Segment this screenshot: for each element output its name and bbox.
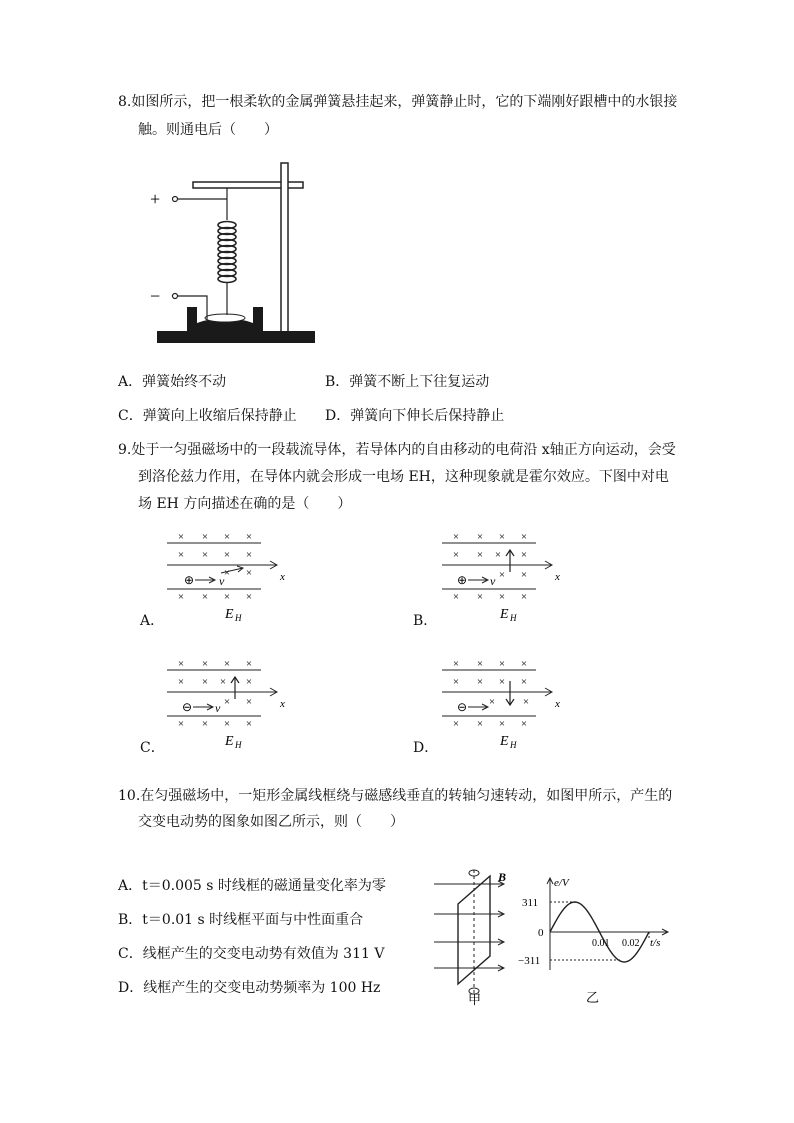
svg-text:×: × (177, 676, 185, 688)
svg-text:×: × (520, 658, 528, 670)
q10-option-c[interactable]: C．线框产生的交变电动势有效值为 311 V (118, 946, 385, 962)
svg-text:⊕: ⊕ (456, 573, 468, 587)
svg-text:×: × (520, 531, 528, 543)
q9-stem-line3: 场 EH 方向描述在确的是（ ） (138, 496, 352, 512)
svg-text:x: x (280, 698, 285, 710)
q10-sine-chart (518, 870, 678, 1010)
svg-text:H: H (510, 740, 517, 750)
svg-text:×: × (476, 676, 484, 688)
svg-text:×: × (452, 549, 460, 561)
q9-option-d[interactable]: D． (413, 740, 439, 756)
svg-text:×: × (452, 658, 460, 670)
q10-coil-figure (432, 866, 522, 1006)
svg-text:×: × (245, 591, 253, 603)
svg-text:×: × (223, 591, 231, 603)
svg-text:×: × (498, 531, 506, 543)
figure-caption-jia: 甲 (468, 992, 482, 1006)
svg-text:H: H (510, 613, 517, 623)
x-tick-002: 0.02 (622, 938, 640, 949)
q9-figure-a (165, 528, 295, 628)
x-axis-label: t/s (650, 937, 661, 949)
svg-text:×: × (498, 658, 506, 670)
svg-text:H: H (235, 740, 242, 750)
svg-text:×: × (201, 718, 209, 730)
q10-stem-line2: 交变电动势的图象如图乙所示，则（ ） (138, 814, 404, 830)
svg-text:×: × (520, 718, 528, 730)
svg-text:⊖: ⊖ (456, 700, 468, 714)
svg-text:x: x (555, 698, 560, 710)
svg-text:×: × (245, 549, 253, 561)
svg-text:×: × (245, 718, 253, 730)
q8-option-c[interactable]: C．弹簧向上收缩后保持静止 (118, 408, 297, 424)
svg-text:×: × (498, 569, 506, 581)
svg-text:×: × (201, 591, 209, 603)
svg-text:×: × (520, 549, 528, 561)
svg-text:×: × (476, 658, 484, 670)
q9-option-a[interactable]: A． (140, 613, 165, 629)
svg-text:×: × (488, 696, 496, 708)
svg-text:×: × (223, 658, 231, 670)
svg-text:E: E (225, 734, 234, 749)
svg-text:×: × (223, 549, 231, 561)
svg-text:×: × (498, 718, 506, 730)
svg-text:E: E (500, 734, 509, 749)
q10-stem-line1: 10.在匀强磁场中，一矩形金属线框绕与磁感线垂直的转轴匀速转动，如图甲所示，产生的 (118, 788, 673, 804)
svg-text:×: × (245, 676, 253, 688)
svg-text:×: × (223, 718, 231, 730)
svg-text:×: × (245, 567, 253, 579)
svg-text:×: × (177, 718, 185, 730)
svg-text:v: v (219, 574, 225, 588)
svg-text:×: × (452, 591, 460, 603)
q8-option-a[interactable]: A．弹簧始终不动 (118, 374, 227, 390)
svg-text:v: v (215, 701, 221, 715)
svg-text:×: × (494, 549, 502, 561)
svg-text:×: × (498, 591, 506, 603)
svg-text:×: × (476, 531, 484, 543)
svg-text:×: × (245, 696, 253, 708)
q9-option-c[interactable]: C． (140, 740, 165, 756)
positive-charge: ⊕ (183, 573, 195, 587)
svg-text:B: B (498, 870, 507, 884)
svg-text:×: × (245, 531, 253, 543)
svg-text:×: × (201, 676, 209, 688)
q10-option-b[interactable]: B．t＝0.01 s 时线框平面与中性面重合 (118, 912, 364, 928)
svg-text:×: × (177, 591, 185, 603)
y-axis-label: e/V (554, 877, 569, 889)
q8-option-d[interactable]: D．弹簧向下伸长后保持静止 (325, 408, 505, 424)
svg-text:×: × (177, 549, 185, 561)
svg-text:×: × (476, 549, 484, 561)
cross-mark: × (177, 531, 185, 543)
svg-text:×: × (201, 658, 209, 670)
svg-text:×: × (522, 696, 530, 708)
x-tick-001: 0.01 (592, 938, 610, 949)
plus-terminal-label: + (150, 189, 161, 209)
q9-option-b[interactable]: B． (413, 613, 438, 629)
svg-text:×: × (177, 658, 185, 670)
svg-text:×: × (520, 591, 528, 603)
negative-charge: ⊖ (181, 700, 193, 714)
svg-text:x: x (555, 571, 560, 583)
svg-text:×: × (520, 676, 528, 688)
svg-text:×: × (498, 676, 506, 688)
q8-stem-line1: 8.如图所示，把一根柔软的金属弹簧悬挂起来，弹簧静止时，它的下端刚好跟槽中的水银接 (118, 94, 678, 110)
q9-figure-d (440, 655, 570, 755)
svg-text:×: × (476, 718, 484, 730)
svg-text:×: × (223, 696, 231, 708)
svg-text:x: x (280, 571, 285, 583)
svg-text:v: v (490, 574, 496, 588)
q9-stem-line1: 9.处于一匀强磁场中的一段载流导体，若导体内的自由移动的电荷沿 x轴正方向运动，会受 (118, 442, 676, 458)
figure-caption-yi: 乙 (586, 990, 600, 1005)
svg-text:E: E (225, 607, 234, 622)
svg-text:×: × (452, 718, 460, 730)
q9-stem-line2: 到洛伦兹力作用，在导体内就会形成一电场 EH，这种现象就是霍尔效应。下图中对电 (138, 469, 669, 485)
svg-text:H: H (235, 613, 242, 623)
q9-figure-b (440, 528, 570, 628)
q8-option-b[interactable]: B．弹簧不断上下往复运动 (325, 374, 490, 390)
svg-text:×: × (476, 591, 484, 603)
svg-text:×: × (245, 658, 253, 670)
svg-text:×: × (452, 531, 460, 543)
svg-text:×: × (223, 567, 231, 579)
svg-text:×: × (201, 549, 209, 561)
q10-option-d[interactable]: D．线框产生的交变电动势频率为 100 Hz (118, 980, 381, 996)
y-tick-311: 311 (522, 897, 539, 909)
q8-spring-figure (145, 155, 315, 350)
minus-terminal-label: − (150, 286, 161, 306)
q8-stem-line2: 触。则通电后（ ） (138, 122, 278, 138)
y-tick-neg311: −311 (518, 955, 541, 967)
svg-text:×: × (452, 676, 460, 688)
svg-text:×: × (223, 531, 231, 543)
origin-label: 0 (538, 927, 544, 939)
q10-option-a[interactable]: A．t＝0.005 s 时线框的磁通量变化率为零 (118, 878, 386, 894)
spring-coil (218, 222, 236, 283)
svg-text:×: × (201, 531, 209, 543)
svg-text:×: × (219, 676, 227, 688)
q9-figure-c (165, 655, 295, 755)
svg-text:E: E (500, 607, 509, 622)
svg-text:×: × (520, 569, 528, 581)
